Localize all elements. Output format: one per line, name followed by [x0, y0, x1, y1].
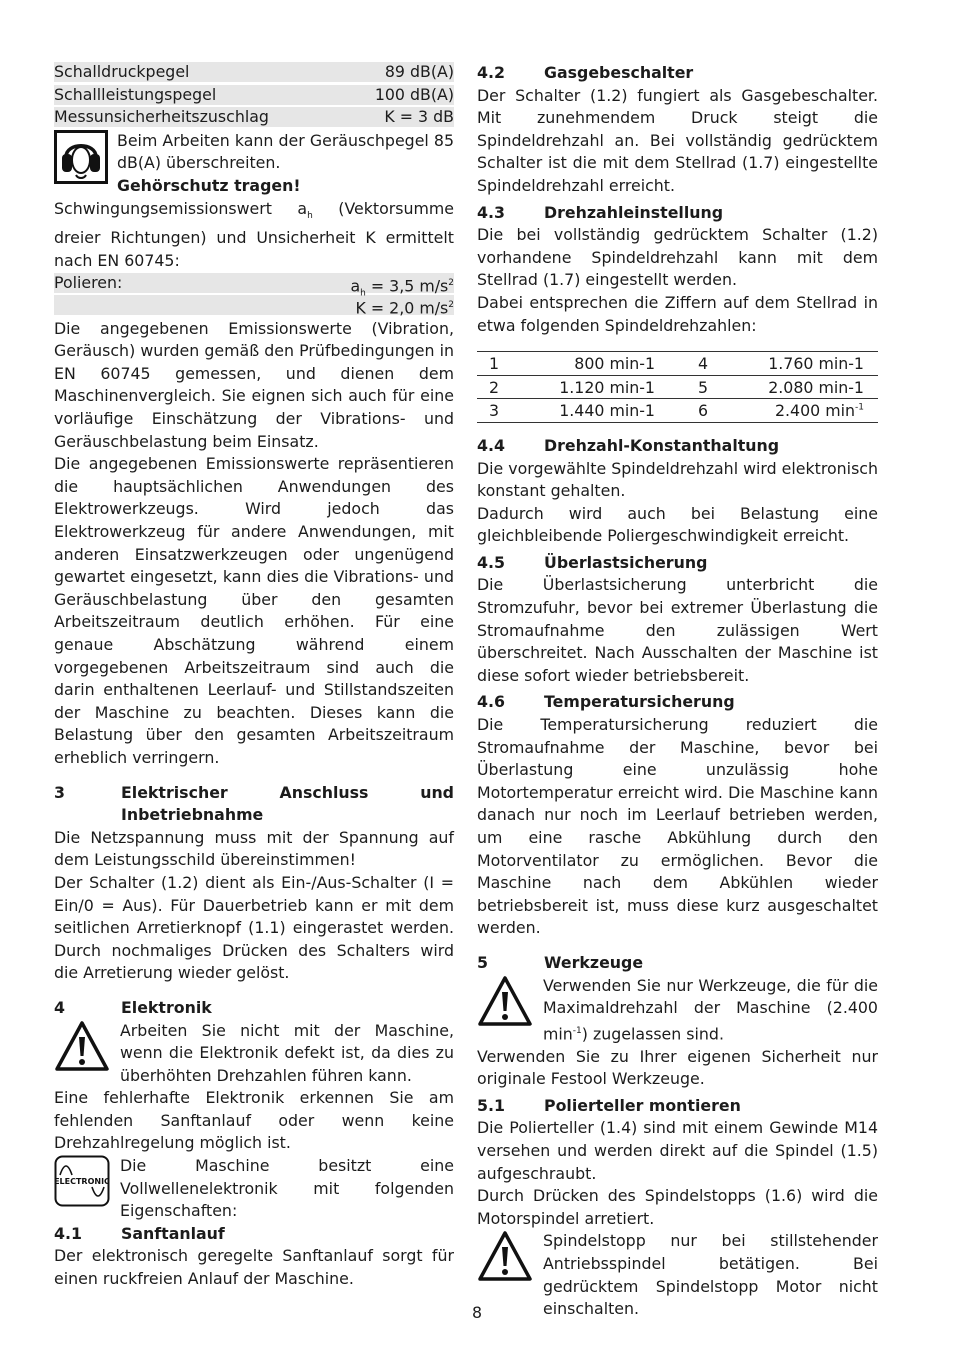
- electronics-warning: [54, 1020, 454, 1088]
- table-row: 1 800 min-1 4 1.760 min-1: [477, 352, 878, 376]
- s44-paragraph: Dadurch wird auch bei Belastung eine gleichbleibende Poliergeschwindigkeit erreicht.: [477, 503, 878, 546]
- section-heading: 5 Werkzeuge: [477, 952, 644, 972]
- noise-value: 100 dB(A): [374, 84, 454, 104]
- vibration-uncertainty: K = 2,0 $m/s^2$: [355, 298, 454, 318]
- vibration-intro: Schwingungsemissionswert $a_h$ (Vektorsumme dreier Richtungen) und Unsicherheit K ermittelt nach EN 60745:: [54, 198, 454, 270]
- speed-table: [477, 351, 878, 423]
- noise-value: K = 3 dB: [384, 107, 454, 127]
- warning-triangle-icon: [477, 1230, 533, 1282]
- electronic-icon: [54, 1155, 110, 1207]
- svg-text:ELECTRONIC: ELECTRONIC: [54, 1177, 110, 1187]
- section-heading: 4.4 Drehzahl-Konstanthaltung: [477, 435, 780, 455]
- vibration-row: [54, 295, 454, 318]
- section-heading: 4.6 Temperatursicherung: [477, 692, 735, 712]
- s46-paragraph: Die Temperatursicherung reduziert die Stromaufnahme der Maschine, bevor bei Überlastung eine unzulässig hohe Motortemperatur erreicht wird. Die Maschine kann danach nur noch im Leerlauf betrieben werden, um eine rasche Abkühlung durch den Motorventilator zu ermöglichen. Bevor die Maschine nach dem Abkühlen wieder betriebsbereit ist, muss diese kurz ausgeschaltet werden.: [477, 715, 878, 938]
- s4-paragraph: Eine fehlerhafte Elektronik erkennen Sie am fehlenden Sanftanlauf oder wenn keine Drehzahlregelung möglich ist.: [54, 1088, 454, 1153]
- noise-value: 89 dB(A): [384, 62, 454, 81]
- electronic-text: Die Maschine besitzt eine Vollwellenelektronik mit folgenden Eigenschaften:: [120, 1156, 454, 1221]
- s51-paragraph: Die Polierteller (1.4) sind mit einem Gewinde M14 versehen und werden direkt auf die Spindel (1.5) aufgeschraubt.: [477, 1118, 878, 1183]
- noise-label: Schalldruckpegel: [54, 62, 190, 81]
- s3-paragraph: Die Netzspannung muss mit der Spannung auf dem Leistungsschild übereinstimmen!: [54, 827, 454, 870]
- right-column: [477, 62, 878, 1321]
- hearing-warning-bold: Gehörschutz tragen!: [117, 175, 301, 195]
- hearing-protection-icon: [54, 130, 108, 184]
- warning-triangle-icon: [54, 1020, 110, 1072]
- s45-paragraph: Die Überlastsicherung unterbricht die Stromzufuhr, bevor bei extremer Überlastung die Stromaufnahme den zulässigen Wert überschreitet. Nach Ausschalten der Maschine ist diese sofort wieder betriebsbereit.: [477, 575, 878, 685]
- hearing-text: Beim Arbeiten kann der Geräuschpegel 85 dB(A) überschreiten.: [117, 130, 454, 173]
- s43-paragraph: Die bei vollständig gedrücktem Schalter (1.2) vorhandene Spindeldrehzahl kann mit dem Stellrad (1.7) eingestellt werden.: [477, 225, 878, 290]
- table-row: 2 1.120 min-1 5 2.080 min-1: [477, 375, 878, 399]
- section-heading: 4.1 Sanftanlauf: [54, 1223, 225, 1243]
- s43-paragraph: Dabei entsprechen die Ziffern auf dem Stellrad in etwa folgenden Spindeldrehzahlen:: [477, 292, 878, 335]
- s3-paragraph: Der Schalter (1.2) dient als Ein-/Aus-Schalter (I = Ein/0 = Aus). Für Dauerbetrieb kann er mit dem seitlichen Arretierknopf (1.1) eingerastet werden. Durch nochmaliges Drücken des Schalters wird die Arretierung wieder gelöst.: [54, 872, 454, 983]
- table-row: 3 1.440 min-1 6 2.400 $\min^{-1}$: [477, 399, 878, 423]
- s5-paragraph: Verwenden Sie zu Ihrer eigenen Sicherheit nur originale Festool Werkzeuge.: [477, 1046, 878, 1089]
- tools-warning: [477, 975, 878, 1046]
- vibration-value: $a_h = 3,5$ $m/s^2$: [350, 275, 454, 298]
- s51-paragraph: Durch Drücken des Spindelstopps (1.6) wird die Motorspindel arretiert.: [477, 1186, 878, 1228]
- noise-label: Schallleistungspegel: [54, 84, 217, 104]
- emission-paragraph: Die angegebenen Emissionswerte (Vibration, Geräusch) wurden gemäß den Prüfbedingungen in EN 60745 gemessen, und dienen dem Maschinenvergleich. Sie eignen sich auch für eine vorläufige Einschätzung der Vibrations- und Geräuschbelastung beim Einsatz.: [54, 318, 454, 451]
- s42-paragraph: Der Schalter (1.2) fungiert als Gasgebeschalter. Mit zunehmendem Druck steigt die Spindeldrehzahl an. Bei vollständig gedrücktem Schalter ist die mit dem Stellrad (1.7) eingestellte Spindeldrehzahl erreicht.: [477, 85, 878, 195]
- section-heading: 5.1 Polierteller montieren: [477, 1095, 741, 1115]
- tools-warning-text: Verwenden Sie nur Werkzeuge, die für die Maximaldrehzahl der Maschine (2.400 $\min^{-1}$) zugelassen sind.: [543, 975, 878, 1044]
- electronic-note: [54, 1155, 454, 1223]
- noise-row: [54, 107, 454, 127]
- electronics-warning-text: Arbeiten Sie nicht mit der Maschine, wenn die Elektronik defekt ist, da dies zu überhöhten Drehzahlen führen kann.: [120, 1020, 454, 1085]
- vibration-label: Polieren:: [54, 272, 123, 292]
- hearing-protection-note: [54, 130, 454, 198]
- section-heading: 4.3 Drehzahleinstellung: [477, 202, 724, 222]
- section-heading: 4 Elektronik: [54, 997, 212, 1017]
- s44-paragraph: Die vorgewählte Spindeldrehzahl wird elektronisch konstant gehalten.: [477, 458, 878, 501]
- noise-row: [54, 62, 454, 82]
- noise-row: [54, 85, 454, 105]
- spindle-stop-warning-text: Spindelstopp nur bei stillstehender Antriebsspindel betätigen. Bei gedrücktem Spindelstopp Motor nicht einschalten.: [543, 1231, 878, 1319]
- section-heading: 3 Elektrischer Anschluss und Inbetriebnahme: [54, 782, 454, 825]
- emission-paragraph: Die angegebenen Emissionswerte repräsentieren die hauptsächlichen Anwendungen des Elektrowerkzeugs. Wird jedoch das Elektrowerkzeug für andere Anwendungen, mit anderen Einsatzwerkzeugen oder ungenügend gewartet eingesetzt, kann dies die Vibrations- und Geräuschbelastung über den gesamten Arbeitszeitraum deutlich erhöhen. Für eine genaue Abschätzung während einem vorgegebenen Arbeitszeitraum sind auch die darin enthaltenen Leerlauf- und Stillstandszeiten der Maschine zu beachten. Dieses kann die Belastung über den gesamten Arbeitszeitraum erheblich verringern.: [54, 454, 454, 767]
- noise-label: Messunsicherheitszuschlag: [54, 107, 269, 127]
- page-number: 8: [471, 1303, 483, 1322]
- s41-paragraph: Der elektronisch geregelte Sanftanlauf sorgt für einen ruckfreien Anlauf der Maschine.: [54, 1246, 454, 1289]
- left-column: [54, 62, 454, 1291]
- section-heading: 4.2 Gasgebeschalter: [477, 63, 694, 82]
- warning-triangle-icon: [477, 975, 533, 1027]
- section-heading: 4.5 Überlastsicherung: [477, 552, 708, 572]
- vibration-row: [54, 272, 454, 298]
